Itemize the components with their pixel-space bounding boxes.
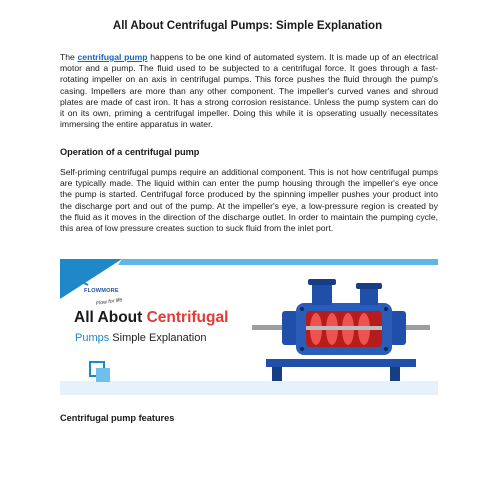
pump-foot-left [272, 367, 282, 381]
intro-lead: The [60, 52, 78, 62]
banner-subtitle-rest: Simple Explanation [109, 332, 207, 344]
centrifugal-pump-link[interactable]: centrifugal pump [77, 52, 148, 62]
banner-title-accent: Centrifugal [146, 309, 229, 326]
pump-bearing-left [282, 311, 298, 345]
article-banner-image [60, 259, 438, 395]
pump-bearing-right [390, 311, 406, 345]
operation-paragraph: Self-priming centrifugal pumps require an additional component. This is not how centrifugal pumps are typically made. The liquid within can enter the pump housing through the impeller's eye once the pump is started. Centrifugal force produced by the spinning impeller pushes your product into the discharge port and out of the pump. At the impeller's eye, a low-pressure region is created by the fluid as it moves in the direction of the discharge outlet. In order to maintain the pumping cycle, this area of low pressure creates suction to suck fluid from the inlet port. [60, 167, 438, 234]
pump-discharge-flange [356, 283, 382, 289]
pump-inner-shaft [306, 326, 382, 330]
banner-title-prefix: All About [74, 309, 147, 326]
pump-base-frame [266, 359, 416, 367]
pump-shaft-left [252, 325, 286, 330]
banner-title [74, 309, 228, 327]
pump-foot-right [390, 367, 400, 381]
page-title: All About Centrifugal Pumps: Simple Explanation [112, 20, 383, 32]
banner-top-stripe [118, 259, 438, 265]
pump-bolt [300, 307, 304, 311]
banner-graphic [60, 259, 438, 395]
intro-paragraph [60, 52, 438, 130]
pump-suction-flange [308, 279, 336, 285]
pump-bolt [384, 347, 388, 351]
banner-subtitle-highlight: Pumps [75, 332, 110, 344]
pump-discharge-nozzle [360, 287, 378, 305]
brand-logo-text: FLOWMORE [84, 288, 119, 294]
operation-heading: Operation of a centrifugal pump [60, 147, 200, 157]
pump-bolt [300, 347, 304, 351]
banner-bottom-band [60, 381, 438, 395]
brand-tagline: Flow for life [95, 297, 123, 307]
centrifugal-pump-illustration [252, 279, 430, 381]
pump-suction-nozzle [312, 283, 332, 305]
banner-subtitle [75, 332, 206, 344]
banner-square-filled [96, 368, 110, 382]
intro-rest: happens to be one kind of automated system. It is made up of an electrical motor and a pump. The fluid used to be subjected to a centrifugal force. It goes through a fast-rotating impeller on an axis in centrifugal pumps. This force pushes the fluid through the pump's casing. Impellers are more than any other component. The impeller's curved vanes and shroud plates are made of cast iron. It has a strong corrosion resistance. Unless the pump system can do it on its own, priming a centrifugal impeller. Doing this while it is opserating usually necessitates immersing the entire apparatus in water. [60, 52, 438, 130]
features-heading: Centrifugal pump features [60, 413, 175, 423]
pump-bolt [384, 307, 388, 311]
